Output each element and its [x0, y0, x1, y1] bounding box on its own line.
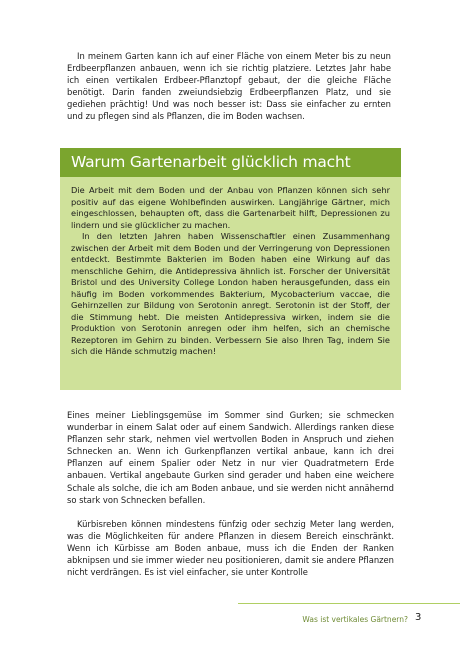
- body-paragraph: Eines meiner Lieblingsgemüse im Sommer sind Gurken; sie schmecken wunderbar in einem Salat oder auf einem Sandwich. Allerdings ranken diese Pflanzen sehr stark, nehmen viel wertvollen Boden in Anspruch und ziehen Schnecken an. Wenn ich Gurkenpflanzen vertikal anbaue, kann ich drei Pflanzen auf einem Spalier oder Netz in nur vier Quadratmetern Erde anbauen. Vertikal angebaute Gurken sind gerader und haben eine weichere Schale als solche, die ich am Boden anbaue, und sie werden nicht annähernd so stark von Schnecken befallen.: [67, 410, 394, 505]
- sidebar-box-title: Warum Gartenarbeit glücklich macht: [71, 153, 351, 171]
- sidebar-box-paragraph: Die Arbeit mit dem Boden und der Anbau von Pflanzen können sich sehr positiv auf das eigene Wohlbefinden auswirken. Langjährige Gärtner, mich eingeschlossen, behaupten oft, dass die Gartenarbeit hilft, Depressionen zu lindern und sie glücklicher zu machen.: [71, 185, 390, 230]
- running-footer: Was ist vertikales Gärtnern?: [302, 615, 408, 624]
- body-paragraph: Kürbisreben können mindestens fünfzig oder sechzig Meter lang werden, was die Möglichkeiten für andere Pflanzen in diesem Bereich einschränkt. Wenn ich Kürbisse am Boden anbaue, muss ich die Enden der Ranken abknipsen und sie immer wieder neu positionieren, damit sie andere Pflanzen nicht verdrängen. Es ist viel einfacher, sie unter Kontrolle: [67, 519, 394, 578]
- page-number: 3: [415, 612, 422, 623]
- sidebar-box-body: [60, 177, 401, 390]
- intro-paragraph: In meinem Garten kann ich auf einer Fläche von einem Meter bis zu neun Erdbeerpflanzen anbauen, wenn ich sie richtig platziere. Letztes Jahr habe ich einen vertikalen Erdbeer-Pflanztopf gebaut, der die gleiche Fläche benötigt. Darin fanden zweiundsiebzig Erdbeerpflanzen Platz, und sie gediehen prächtig! Und was noch besser ist: Dass sie einfacher zu ernten und zu pflegen sind als Pflanzen, die im Boden wachsen.: [67, 51, 391, 122]
- sidebar-box-header: [60, 148, 401, 177]
- footer-divider: [238, 603, 460, 604]
- sidebar-box-paragraph: In den letzten Jahren haben Wissenschaftler einen Zusammenhang zwischen der Arbeit mit dem Boden und der Verringerung von Depressionen entdeckt. Bestimmte Bakterien im Boden haben eine Wirkung auf das menschliche Gehirn, die Antidepressiva ähnlich ist. Forscher der Universität Bristol und des University College London haben herausgefunden, dass ein häufig im Boden vorkommendes Bakterium, Mycobacterium vaccae, die Gehirnzellen zur Bildung von Serotonin anregt. Serotonin ist der Stoff, der die Stimmung hebt. Die meisten Antidepressiva wirken, indem sie die Produktion von Serotonin anregen oder ihm helfen, sich an chemische Rezeptoren im Gehirn zu binden. Verbessern Sie also Ihren Tag, indem Sie sich die Hände schmutzig machen!: [71, 231, 390, 356]
